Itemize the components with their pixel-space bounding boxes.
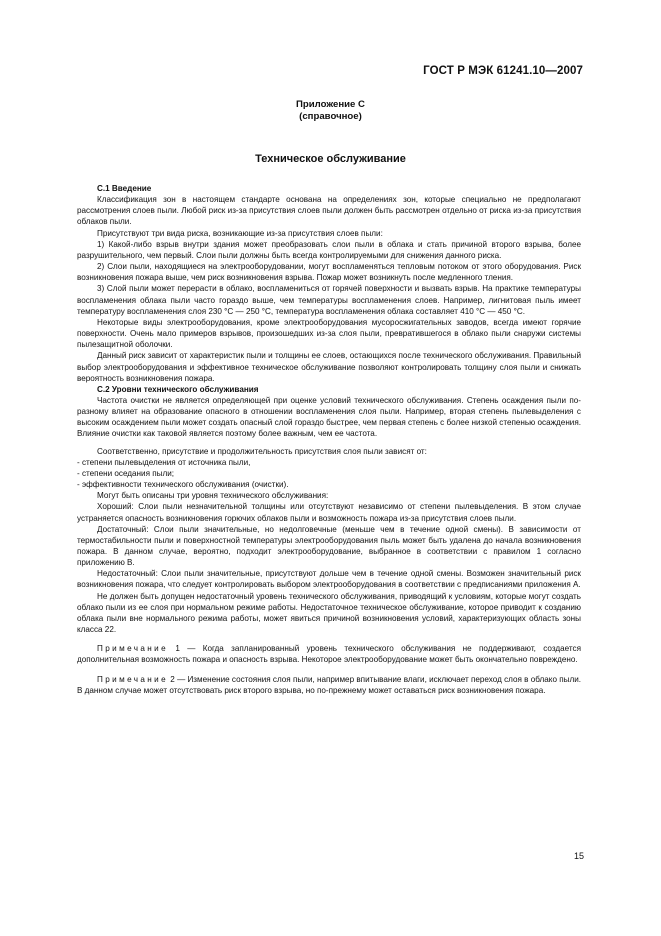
paragraph: Присутствуют три вида риска, возникающие из-за присутствия слоев пыли:: [97, 228, 383, 238]
level-adequate: Достаточный: Слои пыли значительные, но недолговечные (меньше чем в течение одной смены). В зависимости от термостабильности пыли и поверхностной температуры электрооборудования пыль может быть удалена до начала возникновения пожара. В данном случае, вероятно, подходит электрооборудование, выбранное в соответствии с правилом 1 согласно приложению В.: [77, 524, 581, 568]
note-1: [77, 643, 581, 665]
note-text: 2 — Изменение состояния слоя пыли, например впитывание влаги, исключает переход слоя в облако пыли. В данном случае может отсутствовать риск второго взрыва, но по-прежнему может оставаться риск возникновения пожара.: [77, 674, 581, 695]
page-title: Техническое обслуживание: [255, 153, 406, 165]
section-heading-c2: С.2 Уровни технического обслуживания: [97, 384, 259, 394]
note-label: Примечание: [97, 674, 169, 684]
page-number: 15: [573, 851, 584, 861]
standard-header: ГОСТ Р МЭК 61241.10—2007: [423, 65, 583, 77]
note-label: Примечание: [97, 644, 169, 654]
document-body: [77, 183, 581, 696]
note-2: [77, 674, 581, 696]
paragraph: 1) Какой-либо взрыв внутри здания может преобразовать слои пыли в облака и стать причиной второго взрыва, более разрушительного, чем первый. Слои пыли должны быть всегда контролируемыми для снижения данного риска.: [77, 239, 581, 260]
appendix-title: Приложение С: [296, 99, 365, 110]
paragraph: Данный риск зависит от характеристик пыли и толщины ее слоев, остающихся после технического обслуживания. Правильный выбор электрооборудования и эффективное техническое обслуживание позволяют контролировать толщину слоя пыли и снижать вероятность возникновения пожара.: [77, 351, 581, 383]
paragraph: 2) Слои пыли, находящиеся на электрооборудовании, могут воспламеняться тепловым потоком от этого оборудования. Риск возникновения пожара выше, чем риск возникновения взрыва. Пожар может возникнуть после медленного тления.: [77, 262, 581, 283]
list-item: - степени оседания пыли;: [77, 468, 175, 478]
paragraph: Классификация зон в настоящем стандарте основана на определениях зон, которые специально не предполагают рассмотрения слоев пыли. Любой риск из-за присутствия слоев пыли должен быть рассмотрен отдельно от риска из-за присутствия облаков пыли.: [77, 195, 581, 227]
paragraph: Частота очистки не является определяющей при оценке условий технического обслуживания. Степень осаждения пыли по-разному влияет на образование опасного в отношении воспламенения слоя пыли. Например, вторая степень пылевыделения с высоким осаждением пыли может создать опасный слой гораздо быстрее, чем первая степень с более низкой степенью осаждения. Влияние очистки как таковой является поэтому более важным, чем ее частота.: [77, 395, 581, 439]
level-poor: Недостаточный: Слои пыли значительные, присутствуют дольше чем в течение одной смены. Возможен значительный риск возникновения пожара, что следует контролировать выбором электрооборудования в соответствии с предписаниями приложения А.: [77, 569, 581, 590]
level-good: Хороший: Слои пыли незначительной толщины или отсутствуют независимо от степени пылевыделения. В этом случае устраняется опасность возникновения горючих облаков пыли и возможность пожара из-за присутствия слоев пыли.: [77, 502, 581, 523]
paragraph: Некоторые виды электрооборудования, кроме электрооборудования мусоросжигательных заводов, всегда имеют горячие поверхности. Очень мало примеров взрывов, произошедших из-за слоя пыли, превратившегося в облако пыли снаружи системы пылезащитной оболочки.: [77, 317, 581, 350]
note-text: 1 — Когда запланированный уровень технического обслуживания не поддерживают, создается дополнительная возможность пожара и опасность взрыва. Некоторое электрооборудование может быть окончательно повреждено.: [77, 644, 581, 665]
list-item: - степени пылевыделения от источника пыли,: [77, 457, 251, 467]
paragraph: Соответственно, присутствие и продолжительность присутствия слоя пыли зависят от:: [97, 446, 427, 456]
paragraph: Не должен быть допущен недостаточный уровень технического обслуживания, приводящий к условиям, которые могут создать облако пыли из ее слоя при нормальном режиме работы. Недостаточное техническое обслуживание, которое приводит к созданию облака пыли вне нормального режима работы, может явиться причиной возникновения условий, характеризующих область зоны класса 22.: [77, 591, 581, 635]
appendix-subtitle: (справочное): [299, 111, 362, 122]
paragraph: Могут быть описаны три уровня технического обслуживания:: [97, 491, 329, 501]
paragraph: 3) Слой пыли может перерасти в облако, воспламениться от горячей поверхности и вызвать взрыв. На практике температуры воспламенения облака пыли часто гораздо выше, чем температуры воспламенения слоев. Например, лигнитовая пыль имеет температуру воспламенения слоя 230 °С — 250 °С, температура воспламенения облака составляет 410 °С — 450 °С.: [77, 284, 581, 316]
appendix-block: [0, 99, 661, 123]
list-item: - эффективности технического обслуживания (очистки).: [77, 480, 289, 490]
section-heading-c1: С.1 Введение: [97, 184, 152, 193]
